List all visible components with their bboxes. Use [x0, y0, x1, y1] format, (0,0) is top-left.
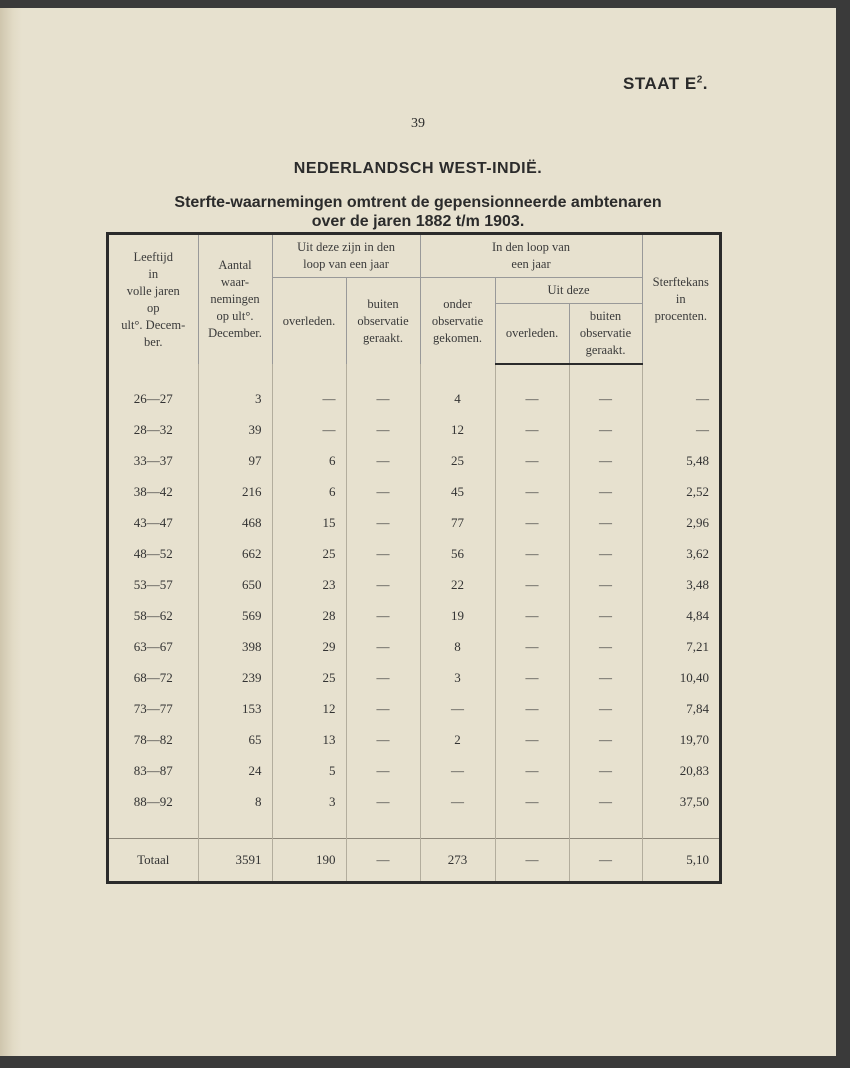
total-label: Totaal	[109, 839, 198, 882]
age-cell: 38—42	[133, 483, 173, 499]
mortality-rate-cell: 5,48	[642, 445, 719, 476]
group-during-year-header: In den loop van een jaar	[420, 235, 642, 278]
died-cell: 25	[272, 662, 346, 693]
entered-left-cell: —	[569, 786, 642, 817]
entered-left-cell: —	[569, 631, 642, 662]
col-left-observation-header: buiten observatie geraakt.	[346, 278, 420, 365]
entered-left-cell: —	[569, 445, 642, 476]
table-row	[109, 569, 719, 600]
header-row-1	[109, 235, 719, 278]
age-cell: 28—32	[133, 421, 173, 437]
entered-died-cell: —	[495, 786, 569, 817]
mortality-rate-cell: 7,21	[642, 631, 719, 662]
left-observation-cell: —	[346, 476, 420, 507]
died-cell: 12	[272, 693, 346, 724]
died-cell: 15	[272, 507, 346, 538]
entered-left-cell: —	[569, 693, 642, 724]
age-cell: 26—27	[133, 390, 173, 406]
col-died-header: overleden.	[272, 278, 346, 365]
table-row	[109, 445, 719, 476]
entered-died-cell: —	[495, 414, 569, 445]
age-cell: 58—62	[133, 607, 173, 623]
mortality-rate-cell: 2,96	[642, 507, 719, 538]
age-cell: 33—37	[133, 452, 173, 468]
observations-cell: 97	[198, 445, 272, 476]
title-line-2: over de jaren 1882 t/m 1903.	[311, 213, 525, 230]
mortality-rate-cell: 37,50	[642, 786, 719, 817]
observations-cell: 398	[198, 631, 272, 662]
total-died: 190	[272, 839, 346, 882]
died-cell: 3	[272, 786, 346, 817]
died-cell: 29	[272, 631, 346, 662]
age-cell: 48—52	[133, 545, 173, 561]
table-row	[109, 693, 719, 724]
title-line-1: Sterfte-waarnemingen omtrent de gepensionneerde ambtenaren	[174, 194, 662, 211]
died-cell: —	[272, 414, 346, 445]
entered-died-cell: —	[495, 569, 569, 600]
age-cell: 88—92	[133, 793, 173, 809]
left-observation-cell: —	[346, 507, 420, 538]
entered-observation-cell: 3	[420, 662, 495, 693]
table-row	[109, 786, 719, 817]
entered-observation-cell: 56	[420, 538, 495, 569]
col-age-header: Leeftijd in volle jaren op ult°. Decem- ber.	[121, 249, 186, 349]
table-title	[0, 193, 836, 231]
country-heading: NEDERLANDSCH WEST-INDIË.	[293, 160, 543, 177]
mortality-rate-cell: —	[642, 383, 719, 414]
died-cell: 6	[272, 476, 346, 507]
observations-cell: 650	[198, 569, 272, 600]
staat-label: STAAT $E^2$.	[623, 74, 708, 93]
left-observation-cell: —	[346, 538, 420, 569]
mortality-rate-cell: 4,84	[642, 600, 719, 631]
died-cell: 6	[272, 445, 346, 476]
entered-observation-cell: —	[420, 755, 495, 786]
mortality-rate-cell: 19,70	[642, 724, 719, 755]
col-observations-header: Aantal waar- nemingen op ult°. December.	[198, 235, 272, 364]
age-cell: 68—72	[133, 669, 173, 685]
entered-died-cell: —	[495, 538, 569, 569]
col-entered-died-header: overleden.	[495, 304, 569, 365]
died-cell: 5	[272, 755, 346, 786]
table-body	[109, 364, 719, 881]
observations-cell: 569	[198, 600, 272, 631]
observations-cell: 39	[198, 414, 272, 445]
observations-cell: 8	[198, 786, 272, 817]
entered-left-cell: —	[569, 383, 642, 414]
observations-cell: 24	[198, 755, 272, 786]
entered-left-cell: —	[569, 569, 642, 600]
died-cell: 13	[272, 724, 346, 755]
entered-observation-cell: 8	[420, 631, 495, 662]
entered-observation-cell: 22	[420, 569, 495, 600]
left-observation-cell: —	[346, 786, 420, 817]
entered-died-cell: —	[495, 631, 569, 662]
entered-left-cell: —	[569, 755, 642, 786]
col-entered-observation-header: onder observatie gekomen.	[420, 278, 495, 365]
entered-died-cell: —	[495, 445, 569, 476]
observations-cell: 662	[198, 538, 272, 569]
entered-died-cell: —	[495, 600, 569, 631]
group-of-these-header: Uit deze	[495, 278, 642, 304]
left-observation-cell: —	[346, 662, 420, 693]
entered-observation-cell: 77	[420, 507, 495, 538]
left-observation-cell: —	[346, 631, 420, 662]
table-row	[109, 383, 719, 414]
document-page	[0, 8, 836, 1056]
entered-observation-cell: —	[420, 786, 495, 817]
observations-cell: 239	[198, 662, 272, 693]
total-left-observation: —	[346, 839, 420, 882]
died-cell: 25	[272, 538, 346, 569]
mortality-rate-cell: 3,48	[642, 569, 719, 600]
mortality-rate-cell: —	[642, 414, 719, 445]
entered-observation-cell: 12	[420, 414, 495, 445]
mortality-rate-cell: 20,83	[642, 755, 719, 786]
died-cell: 23	[272, 569, 346, 600]
table-row	[109, 662, 719, 693]
entered-died-cell: —	[495, 476, 569, 507]
observations-cell: 65	[198, 724, 272, 755]
table-row	[109, 414, 719, 445]
total-entered-left: —	[569, 839, 642, 882]
entered-observation-cell: 2	[420, 724, 495, 755]
table-row	[109, 755, 719, 786]
age-cell: 43—47	[133, 514, 173, 530]
col-mortality-rate-header: Sterftekans in procenten.	[642, 235, 719, 364]
left-observation-cell: —	[346, 600, 420, 631]
left-observation-cell: —	[346, 383, 420, 414]
age-cell: 53—57	[133, 576, 173, 592]
entered-left-cell: —	[569, 507, 642, 538]
entered-left-cell: —	[569, 600, 642, 631]
observations-cell: 153	[198, 693, 272, 724]
mortality-rate-cell: 2,52	[642, 476, 719, 507]
entered-died-cell: —	[495, 383, 569, 414]
entered-left-cell: —	[569, 414, 642, 445]
table-row	[109, 476, 719, 507]
left-observation-cell: —	[346, 569, 420, 600]
total-entered-died: —	[495, 839, 569, 882]
entered-died-cell: —	[495, 662, 569, 693]
group-from-these-header: Uit deze zijn in den loop van een jaar	[272, 235, 420, 278]
entered-left-cell: —	[569, 662, 642, 693]
entered-died-cell: —	[495, 507, 569, 538]
entered-observation-cell: 25	[420, 445, 495, 476]
observations-cell: 3	[198, 383, 272, 414]
mortality-rate-cell: 3,62	[642, 538, 719, 569]
age-cell: 78—82	[133, 731, 173, 747]
mortality-rate-cell: 7,84	[642, 693, 719, 724]
entered-died-cell: —	[495, 693, 569, 724]
mortality-rate-cell: 10,40	[642, 662, 719, 693]
age-cell: 83—87	[133, 762, 173, 778]
died-cell: 28	[272, 600, 346, 631]
entered-observation-cell: 19	[420, 600, 495, 631]
left-observation-cell: —	[346, 414, 420, 445]
entered-died-cell: —	[495, 724, 569, 755]
table-row	[109, 538, 719, 569]
col-entered-left-header: buiten observatie geraakt.	[569, 304, 642, 365]
entered-left-cell: —	[569, 476, 642, 507]
left-observation-cell: —	[346, 755, 420, 786]
entered-observation-cell: —	[420, 693, 495, 724]
total-row	[109, 839, 719, 882]
died-cell: —	[272, 383, 346, 414]
table-row	[109, 600, 719, 631]
total-entered-observation: 273	[420, 839, 495, 882]
table-row	[109, 724, 719, 755]
table-row	[109, 631, 719, 662]
total-observations: 3591	[198, 839, 272, 882]
entered-left-cell: —	[569, 724, 642, 755]
observations-cell: 216	[198, 476, 272, 507]
observations-cell: 468	[198, 507, 272, 538]
page-number: 39	[411, 116, 425, 131]
entered-left-cell: —	[569, 538, 642, 569]
table-row	[109, 507, 719, 538]
entered-observation-cell: 45	[420, 476, 495, 507]
entered-died-cell: —	[495, 755, 569, 786]
total-mortality-rate: 5,10	[642, 839, 719, 882]
left-observation-cell: —	[346, 693, 420, 724]
age-cell: 73—77	[133, 700, 173, 716]
age-cell: 63—67	[133, 638, 173, 654]
mortality-table	[106, 232, 722, 884]
left-observation-cell: —	[346, 445, 420, 476]
entered-observation-cell: 4	[420, 383, 495, 414]
left-observation-cell: —	[346, 724, 420, 755]
